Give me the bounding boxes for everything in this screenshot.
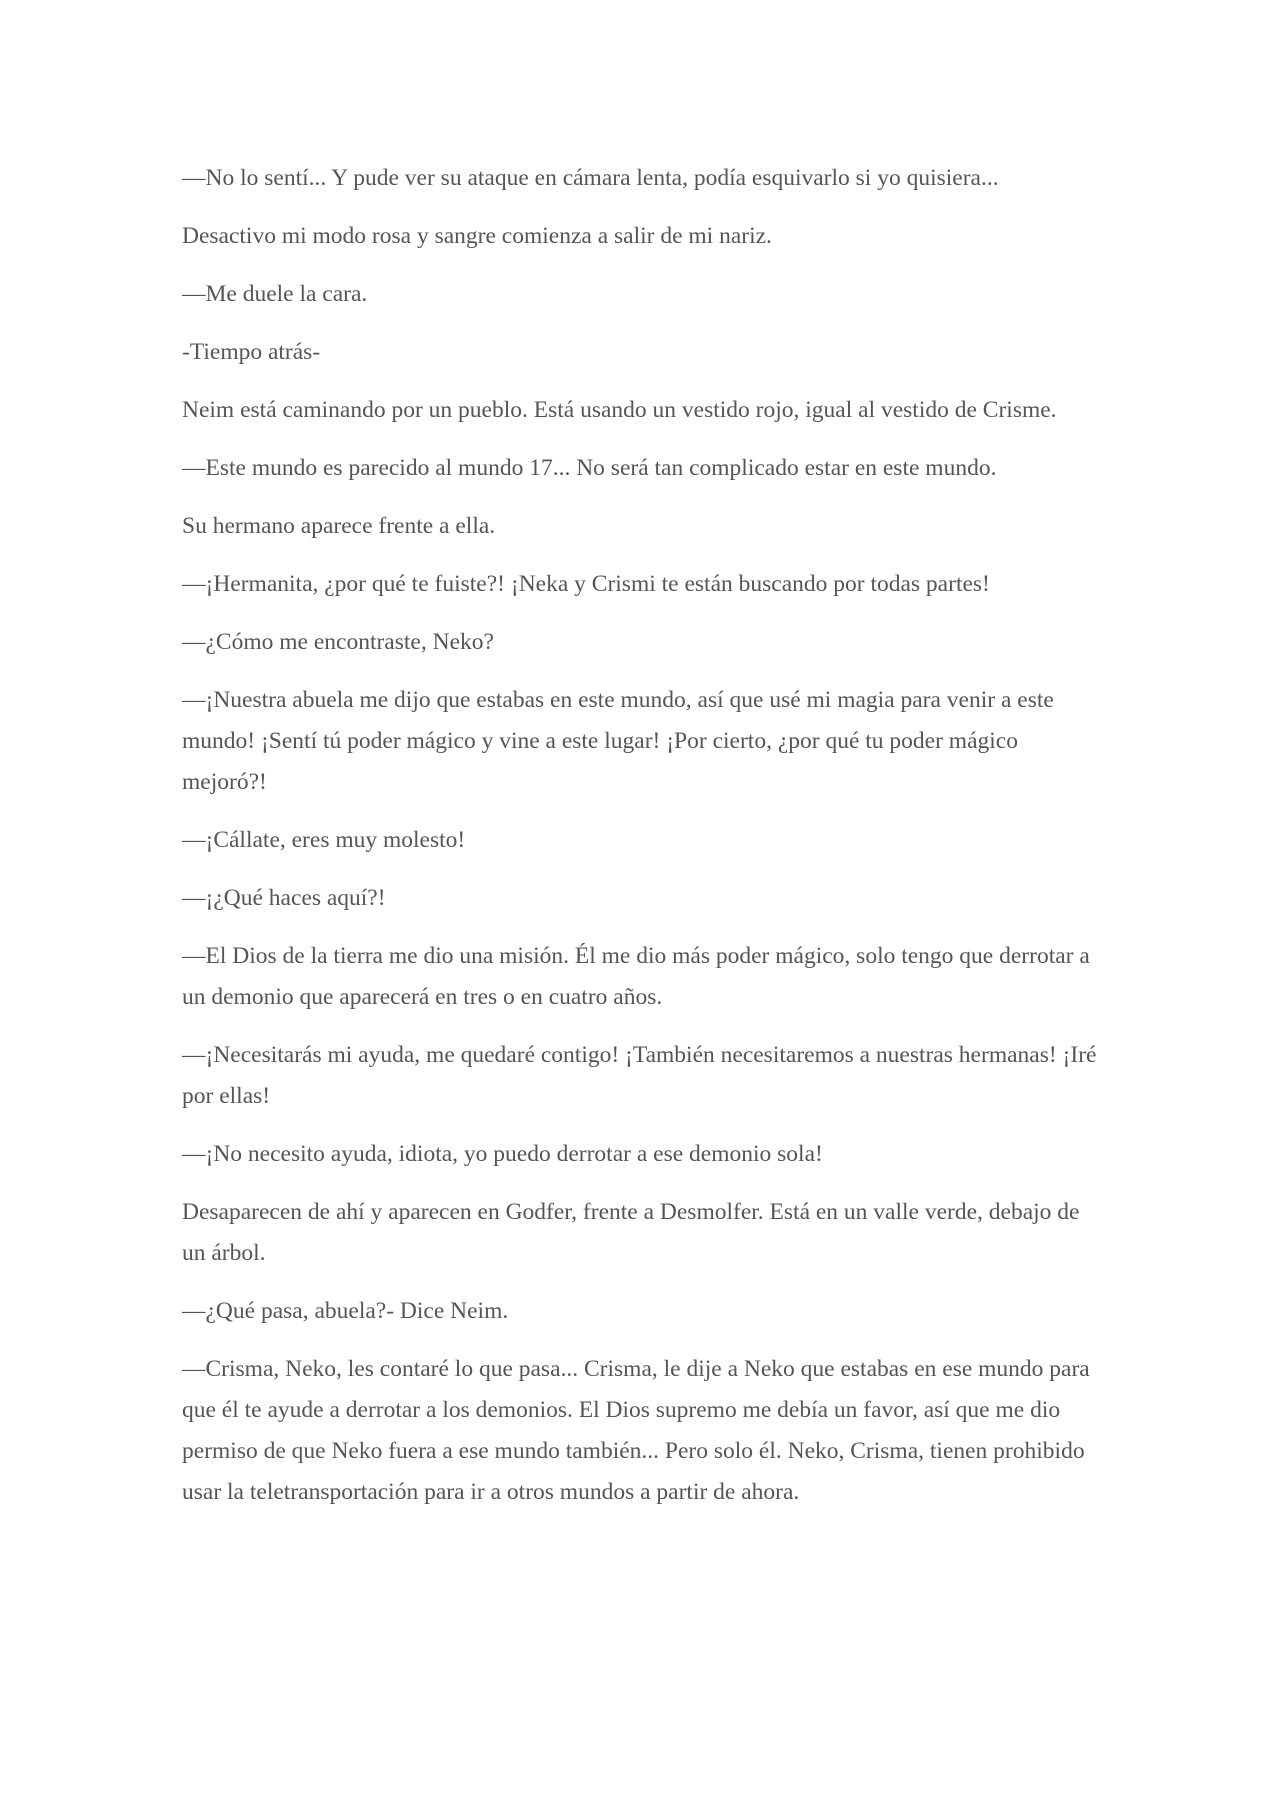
document-page <box>182 158 1102 1530</box>
paragraph-17: —¿Qué pasa, abuela?- Dice Neim. <box>182 1298 509 1324</box>
paragraph-13: —El Dios de la tierra me dio una misión. Él me dio más poder mágico, solo tengo que derrotar a un demonio que aparecerá en tres o en cuatro años. <box>182 943 1090 1010</box>
paragraph-9: —¿Cómo me encontraste, Neko? <box>182 629 494 655</box>
paragraph-14: —¡Necesitarás mi ayuda, me quedaré contigo! ¡También necesitaremos a nuestras hermanas! ¡Iré por ellas! <box>182 1042 1097 1109</box>
paragraph-8: —¡Hermanita, ¿por qué te fuiste?! ¡Neka y Crismi te están buscando por todas partes! <box>182 571 990 597</box>
paragraph-3: —Me duele la cara. <box>182 281 368 307</box>
paragraph-15: —¡No necesito ayuda, idiota, yo puedo derrotar a ese demonio sola! <box>182 1141 823 1167</box>
paragraph-12: —¡¿Qué haces aquí?! <box>182 885 386 911</box>
paragraph-16: Desaparecen de ahí y aparecen en Godfer, frente a Desmolfer. Está en un valle verde, debajo de un árbol. <box>182 1199 1080 1266</box>
paragraph-7: Su hermano aparece frente a ella. <box>182 513 496 539</box>
paragraph-11: —¡Cállate, eres muy molesto! <box>182 827 466 853</box>
paragraph-6: —Este mundo es parecido al mundo 17... No será tan complicado estar en este mundo. <box>182 455 997 481</box>
paragraph-18: —Crisma, Neko, les contaré lo que pasa... Crisma, le dije a Neko que estabas en ese mundo para que él te ayude a derrotar a los demonios. El Dios supremo me debía un favor, así que me dio permiso de que Neko fuera a ese mundo también... Pero solo él. Neko, Crisma, tienen prohibido usar la teletransportación para ir a otros mundos a partir de ahora. <box>182 1356 1090 1505</box>
paragraph-5: Neim está caminando por un pueblo. Está usando un vestido rojo, igual al vestido de Crisme. <box>182 397 1057 423</box>
paragraph-4: -Tiempo atrás- <box>182 339 321 365</box>
paragraph-1: —No lo sentí... Y pude ver su ataque en cámara lenta, podía esquivarlo si yo quisiera... <box>182 165 999 191</box>
paragraph-2: Desactivo mi modo rosa y sangre comienza a salir de mi nariz. <box>182 223 772 249</box>
paragraph-10: —¡Nuestra abuela me dijo que estabas en este mundo, así que usé mi magia para venir a este mundo! ¡Sentí tú poder mágico y vine a este lugar! ¡Por cierto, ¿por qué tu poder mágico mejoró?! <box>182 687 1054 795</box>
